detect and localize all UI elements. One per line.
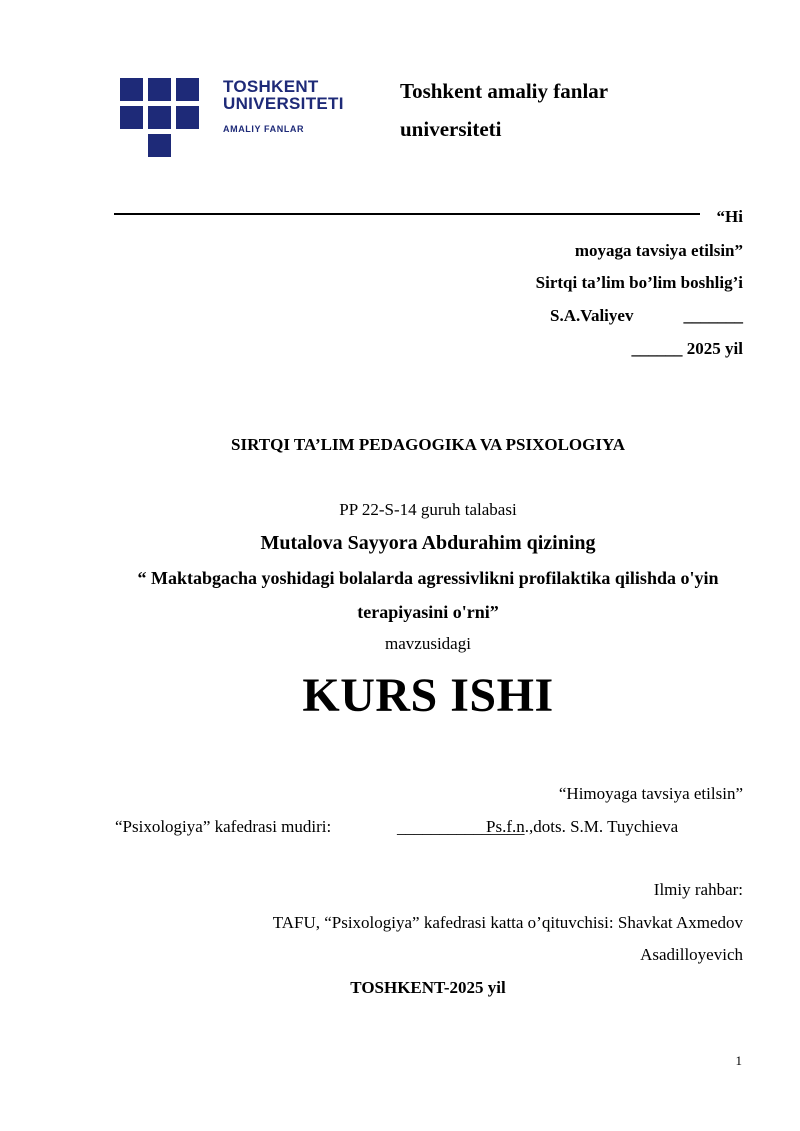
approval-quote-start: “Hi [716, 207, 743, 226]
logo-text-amaliy-fanlar: AMALIY FANLAR [223, 124, 305, 134]
defense-recommend-text: “Himoyaga tavsiya etilsin” [558, 784, 743, 803]
logo-square [148, 78, 171, 101]
logo-text-universiteti: UNIVERSITETI [223, 94, 344, 113]
page-number: 1 [735, 1053, 742, 1068]
university-logo [120, 78, 360, 138]
approver-name: S.A.Valiyev [550, 306, 634, 325]
department-head-signature-blank: _______________ [397, 818, 525, 837]
university-name-line2: universiteti [400, 117, 502, 141]
topic-line-1: “ Maktabgacha yoshidagi bolalarda agressivlikni profilaktika qilishda o'yin [137, 568, 719, 588]
topic-line-2: terapiyasini o'rni” [357, 602, 499, 622]
topic-suffix: mavzusidagi [385, 634, 471, 653]
city-year: TOSHKENT-2025 yil [350, 978, 506, 997]
department-title: SIRTQI TA’LIM PEDAGOGIKA VA PSIXOLOGIYA [231, 435, 625, 454]
approval-recommend-text: moyaga tavsiya etilsin” [574, 241, 743, 260]
supervisor-position: TAFU, “Psixologiya” kafedrasi katta o’qituvchisi: Shavkat Axmedov [272, 913, 743, 932]
supervisor-label: Ilmiy rahbar: [653, 880, 743, 899]
document-title: KURS ISHI [302, 669, 554, 722]
logo-square [120, 106, 143, 129]
department-head-name: Ps.f.n.,dots. S.M. Tuychieva [486, 817, 679, 836]
logo-text-toshkent: TOSHKENT [223, 77, 319, 96]
logo-square [176, 78, 199, 101]
header-divider [114, 213, 700, 215]
department-head-label: “Psixologiya” kafedrasi mudiri: [115, 817, 332, 836]
university-name-line1: Toshkent amaliy fanlar [400, 79, 609, 103]
approval-position: Sirtqi ta’lim bo’lim boshlig’i [535, 273, 743, 292]
university-name [400, 72, 608, 148]
logo-square [148, 134, 171, 157]
approval-date: ______ 2025 yil [631, 339, 743, 358]
approver-signature-blank: _______ [683, 306, 743, 325]
supervisor-patronymic: Asadilloyevich [640, 945, 743, 964]
logo-square [176, 106, 199, 129]
student-name: Mutalova Sayyora Abdurahim qizining [260, 532, 596, 554]
logo-square [148, 106, 171, 129]
student-group: PP 22-S-14 guruh talabasi [339, 500, 517, 519]
logo-square [120, 78, 143, 101]
